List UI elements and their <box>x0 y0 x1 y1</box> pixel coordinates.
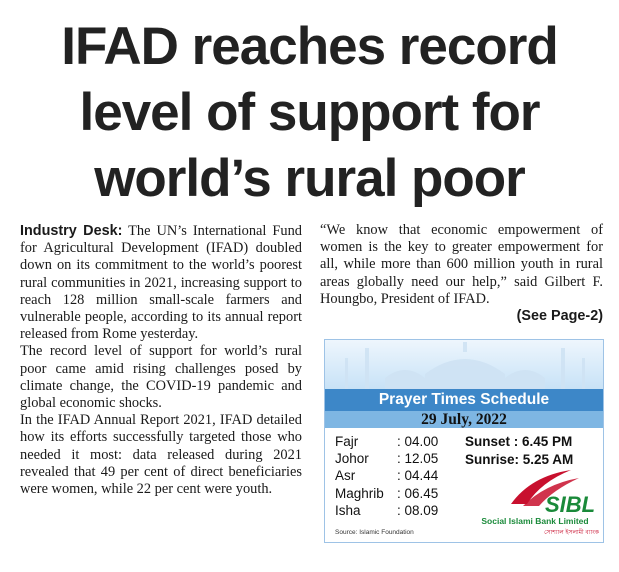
sponsor-name-bengali: সোশ্যাল ইসলামী ব্যাংক <box>544 530 599 536</box>
prayer-name: Maghrib <box>335 485 384 501</box>
prayer-times-list <box>335 433 475 519</box>
article-paragraph-2: The record level of support for world’s rural poor came amid rising challenges posed by climate change, the COVID-19 pandemic and global economic shocks. <box>20 343 302 412</box>
sunrise-text: Sunrise: 5.25 AM <box>465 452 574 467</box>
sun-times <box>465 433 603 469</box>
prayer-row-asr <box>335 467 475 484</box>
continued-link[interactable]: (See Page-2) <box>516 308 603 325</box>
prayer-row-maghrib <box>335 485 475 502</box>
byline: Industry Desk: <box>20 223 123 239</box>
prayer-time: : 04.44 <box>397 468 439 484</box>
prayer-time: : 08.09 <box>397 502 439 518</box>
sponsor-name: Social Islami Bank Limited <box>481 516 589 526</box>
prayer-row-fajr <box>335 433 475 450</box>
prayer-title: Prayer Times Schedule <box>325 389 603 411</box>
paragraph-1-text: The UN’s International Fund for Agricultural Development (IFAD) doubled down on its commitment to the world’s poorest rural communities in 2021, increasing support to reach 128 million small-scale farmers and vulnerable people, according to its annual report released from Rome yesterday. <box>20 223 302 343</box>
prayer-name: Johor <box>335 451 369 467</box>
quote-paragraph: “We know that economic empowerment of women is the key to greater empowerment for all, while more than 600 million youth in rural areas globally need our help,” said Gilbert F. Houngbo, President of IFAD. <box>320 222 603 307</box>
article-column-right <box>320 222 603 325</box>
prayer-source: Source: Islamic Foundation <box>335 529 414 536</box>
prayer-name: Isha <box>335 502 361 518</box>
headline-line-3: world’s rural poor <box>94 149 525 208</box>
article-paragraph-1 <box>20 223 302 343</box>
article-paragraph-3: In the IFAD Annual Report 2021, IFAD detailed how its efforts successfully targeted those who needed it most: data released during 2021 revealed that 49 per cent of direct beneficiaries were women, while 22 per cent were youth. <box>20 412 302 498</box>
prayer-time: : 06.45 <box>397 485 439 501</box>
mosque-silhouette-icon <box>325 340 604 390</box>
prayer-date: 29 July, 2022 <box>325 411 603 428</box>
prayer-row-johor <box>335 450 475 467</box>
prayer-row-isha <box>335 502 475 519</box>
prayer-name: Asr <box>335 468 356 484</box>
headline-line-1: IFAD reaches record <box>61 17 558 76</box>
prayer-time: : 04.00 <box>397 434 439 449</box>
headline <box>0 14 619 212</box>
sibl-logo-text: SIBL <box>545 492 596 514</box>
prayer-name: Fajr <box>335 434 359 449</box>
sibl-logo-icon <box>501 466 597 514</box>
prayer-time: : 12.05 <box>397 451 439 467</box>
sunset-text: Sunset : 6.45 PM <box>465 434 573 449</box>
headline-line-2: level of support for <box>79 83 540 142</box>
article-column-left <box>20 223 302 498</box>
prayer-times-box <box>324 339 604 543</box>
